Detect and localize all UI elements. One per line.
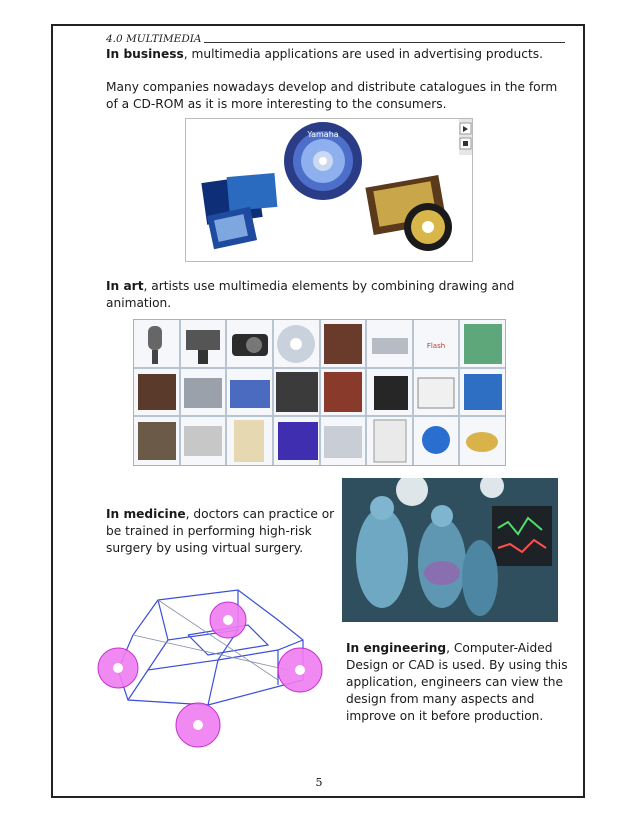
medicine-rest: , doctors can practice or be trained in performing high-risk surgery by using virtual surgery.: [106, 507, 335, 555]
business-rest: , multimedia applications are used in advertising products.: [183, 47, 543, 61]
business-paragraph: Many companies nowadays develop and distribute catalogues in the form of a CD-ROM as it is more interesting to the consumers.: [106, 80, 558, 111]
section-header: 4.0 MULTIMEDIA: [106, 33, 202, 45]
engineering-paragraph: [346, 640, 568, 725]
flash-label: Flash: [426, 342, 446, 350]
art-rest: , artists use multimedia elements by combining drawing and animation.: [106, 279, 515, 310]
cd-rom-catalogue-image: [185, 118, 473, 262]
cad-vehicle-image: [88, 580, 338, 752]
medicine-lead: In medicine: [106, 507, 186, 521]
page-number: 5: [315, 776, 323, 789]
engineering-rest: , Computer-Aided Design or CAD is used. By using this application, engineers can view the design from many aspects and improve on it before production.: [346, 641, 568, 723]
medicine-paragraph: [106, 506, 338, 557]
header-rule: [204, 42, 565, 43]
art-paragraph: [106, 278, 526, 312]
virtual-surgery-image: [342, 478, 558, 622]
business-lead: In business: [106, 47, 184, 61]
art-lead: In art: [106, 279, 144, 293]
engineering-lead: In engineering: [346, 641, 447, 655]
multimedia-art-grid-image: [133, 319, 506, 466]
cd-label: Yamaha: [307, 130, 339, 139]
business-intro: [106, 46, 566, 63]
